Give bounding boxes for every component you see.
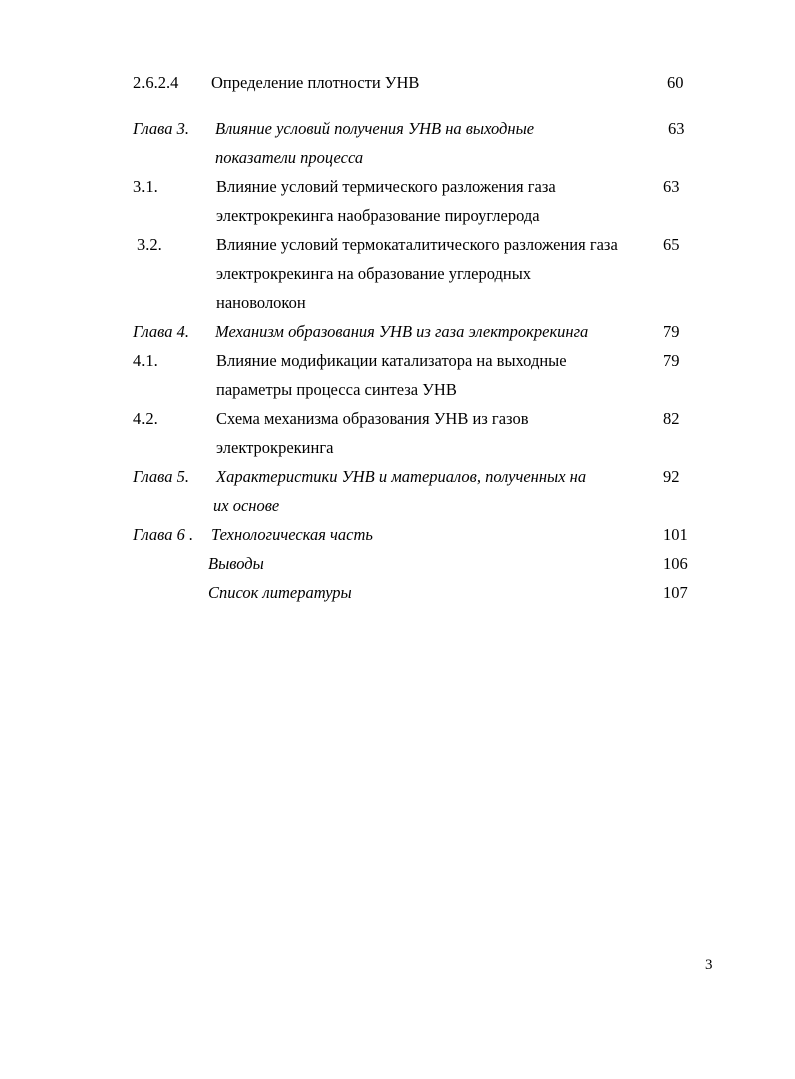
toc-entry-title-line: Влияние условий получения УНВ на выходные [215, 119, 535, 138]
toc-entry-title-line: Технологическая часть [211, 525, 373, 544]
toc-entry-number: 3.1. [133, 177, 158, 196]
toc-entry-title-line: электрокрекинга [216, 438, 334, 457]
toc-entry-title-line: показатели процесса [215, 148, 364, 167]
toc-entry-title-line: Влияние модификации катализатора на выходные [216, 351, 567, 370]
toc-entry-title-line: Влияние условий термокаталитического разложения газа [216, 235, 618, 254]
toc-entry-title-line: Влияние условий термического разложения газа [216, 177, 556, 196]
toc-entry-page: 107 [663, 583, 688, 602]
toc-entry-title-line: электрокрекинга наобразование пироуглерода [216, 206, 540, 225]
toc-entry-number: 2.6.2.4 [133, 73, 179, 92]
toc-entry-page: 63 [668, 119, 685, 138]
toc-entry-page: 92 [663, 467, 680, 486]
toc-entry-number: Глава 5. [133, 467, 189, 486]
toc-entry-title-line: Характеристики УНВ и материалов, полученных на [216, 467, 587, 486]
toc-entry-title-line: Список литературы [208, 583, 352, 602]
toc-entry-title-line: Определение плотности УНВ [211, 73, 420, 92]
toc-entry-page: 60 [667, 73, 684, 92]
toc-entry-page: 65 [663, 235, 680, 254]
toc-entry-number: 3.2. [137, 235, 162, 254]
toc-entry-number: 4.1. [133, 351, 158, 370]
toc-entry-page: 63 [663, 177, 680, 196]
toc-entry-number: 4.2. [133, 409, 158, 428]
toc-entry-page: 82 [663, 409, 680, 428]
page-number: 3 [705, 957, 713, 973]
toc-entry-number: Глава 6 . [133, 525, 194, 544]
toc-entry-page: 106 [663, 554, 688, 573]
toc-entry-page: 101 [663, 525, 688, 544]
toc-entry-title-line: Механизм образования УНВ из газа электрокрекинга [215, 322, 589, 341]
toc-entry-title-line: Схема механизма образования УНВ из газов [216, 409, 529, 428]
toc-entry-title-line: нановолокон [216, 293, 306, 312]
toc-entry-number: Глава 3. [133, 119, 189, 138]
toc-entry-page: 79 [663, 322, 680, 341]
toc-entry-page: 79 [663, 351, 680, 370]
toc-entry-number: Глава 4. [133, 322, 189, 341]
toc-entry-title-line: Выводы [208, 554, 264, 573]
toc-entry-title-line: электрокрекинга на образование углеродных [216, 264, 532, 283]
toc-entry-title-line: параметры процесса синтеза УНВ [216, 380, 457, 399]
toc-entry-title-line: их основе [213, 496, 280, 515]
